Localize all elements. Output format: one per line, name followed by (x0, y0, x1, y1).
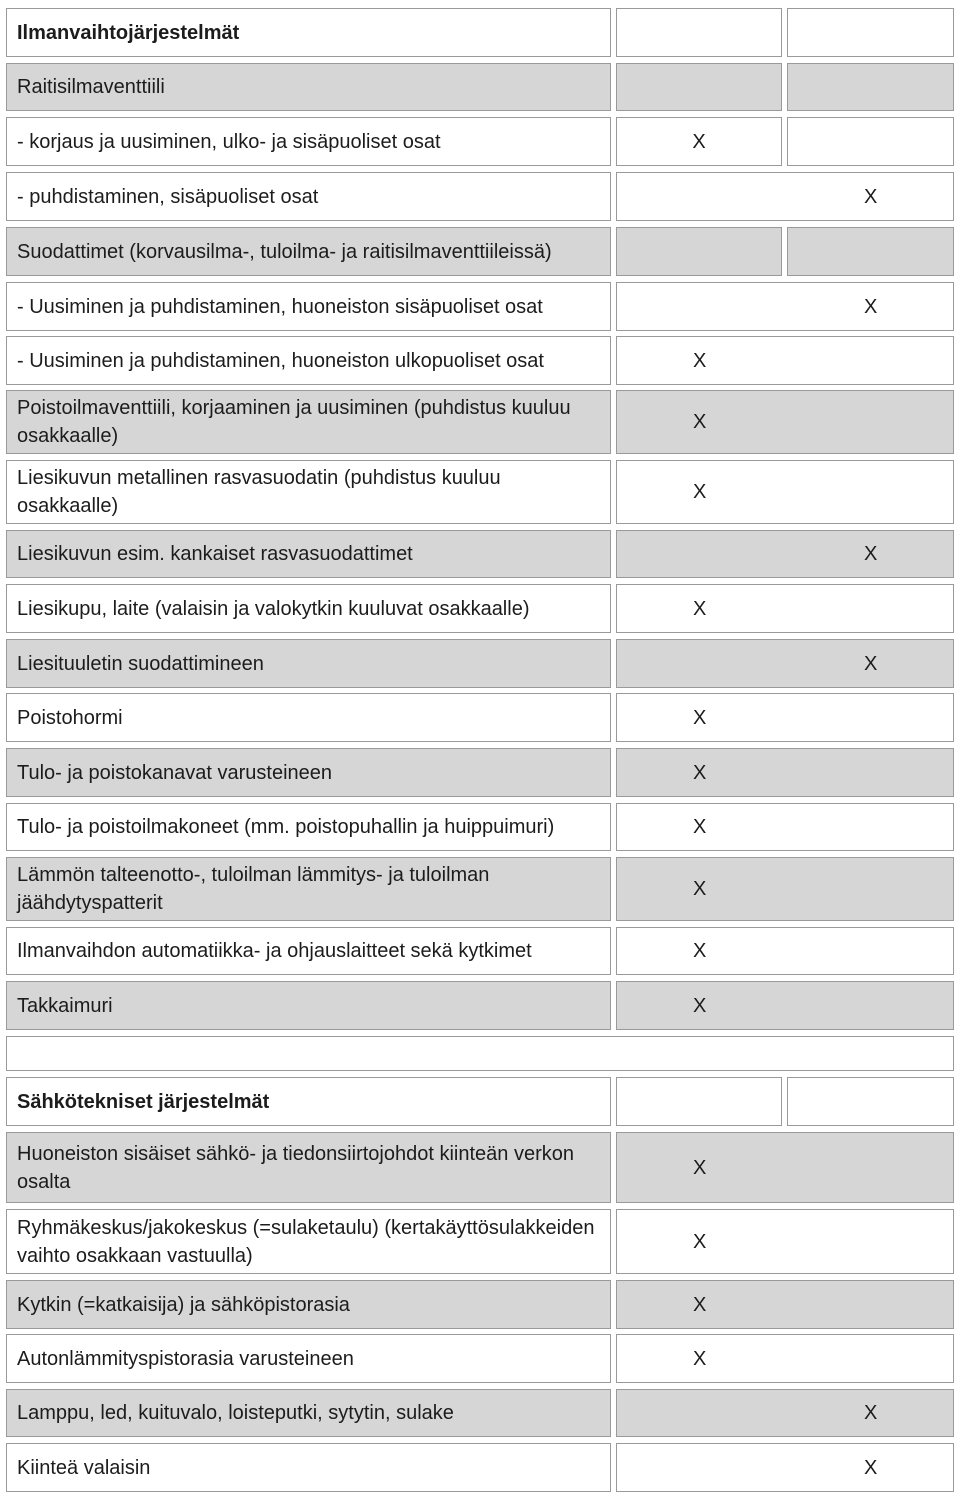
mark-cell-merged (616, 981, 954, 1030)
responsibility-mark-shareholder: X (864, 1456, 878, 1479)
row-label-text: Tulo- ja poistokanavat varusteineen (17, 761, 332, 784)
row-label (6, 460, 611, 524)
mark-cell-merged (616, 460, 954, 524)
responsibility-mark-company: X (693, 816, 707, 838)
row-label-text: Ilmanvaihdon automatiikka- ja ohjauslaitteet sekä kytkimet (17, 940, 532, 962)
mark-cell-merged (616, 693, 954, 742)
row-label (6, 336, 611, 385)
section-title: Sähkötekniset järjestelmät (17, 1090, 270, 1113)
mark-cell-merged (616, 390, 954, 454)
section-header (6, 8, 611, 57)
row-label (6, 857, 611, 921)
responsibility-mark-company: X (693, 411, 707, 433)
responsibility-mark-company: X (693, 1347, 707, 1370)
row-label-text: - Uusiminen ja puhdistaminen, huoneiston ulkopuoliset osat (17, 349, 544, 372)
mark-cell-merged (616, 172, 954, 221)
mark-cell-c2 (787, 63, 954, 111)
row-label (6, 748, 611, 797)
responsibility-mark-company: X (693, 1230, 707, 1253)
row-label (6, 927, 611, 975)
mark-cell-merged (616, 530, 954, 578)
responsibility-mark-company: X (693, 878, 707, 900)
section-title: Ilmanvaihtojärjestelmät (17, 21, 240, 44)
mark-cell-merged (616, 857, 954, 921)
row-label (6, 117, 611, 166)
mark-cell-merged (616, 927, 954, 975)
responsibility-mark-company: X (693, 481, 707, 503)
row-label-text: - korjaus ja uusiminen, ulko- ja sisäpuoliset osat (17, 130, 441, 153)
mark-cell-c2 (787, 117, 954, 166)
row-label-text: Lamppu, led, kuituvalo, loisteputki, sytytin, sulake (17, 1402, 454, 1424)
responsibility-mark-shareholder: X (864, 1402, 878, 1424)
row-label (6, 1389, 611, 1437)
row-label (6, 172, 611, 221)
spacer-row (6, 1036, 954, 1071)
row-label-text: Liesikupu, laite (valaisin ja valokytkin kuuluvat osakkaalle) (17, 597, 530, 620)
row-label (6, 803, 611, 851)
responsibility-mark-company: X (693, 940, 707, 962)
mark-cell-c2 (787, 8, 954, 57)
responsibility-mark-company: X (693, 349, 707, 372)
row-label-text: Huoneiston sisäiset sähkö- ja tiedonsiirtojohdot kiinteän verkon osalta (17, 1142, 574, 1193)
row-label (6, 282, 611, 331)
mark-cell-merged (616, 748, 954, 797)
row-label (6, 1209, 611, 1274)
row-label-text: - Uusiminen ja puhdistaminen, huoneiston sisäpuoliset osat (17, 295, 543, 318)
mark-cell-merged (616, 639, 954, 688)
row-label-text: Liesituuletin suodattimineen (17, 652, 264, 675)
row-label (6, 1280, 611, 1329)
row-label-text: Ryhmäkeskus/jakokeskus (=sulaketaulu) (kertakäyttösulakkeiden vaihto osakkaan vastuulla) (17, 1216, 595, 1267)
mark-cell-c2 (787, 227, 954, 276)
responsibility-mark-company: X (693, 1293, 707, 1316)
mark-cell-merged (616, 1209, 954, 1274)
row-label-text: Poistoilmaventtiili, korjaaminen ja uusiminen (puhdistus kuuluu osakkaalle) (17, 397, 571, 447)
row-label-text: - puhdistaminen, sisäpuoliset osat (17, 185, 319, 208)
row-label (6, 693, 611, 742)
row-label (6, 1132, 611, 1203)
responsibility-mark-company: X (693, 706, 707, 729)
row-label-text: Suodattimet (korvausilma-, tuloilma- ja raitisilmaventtiileissä) (17, 240, 552, 263)
row-label-text: Lämmön talteenotto-, tuloilman lämmitys- ja tuloilman jäähdytyspatterit (17, 864, 490, 914)
mark-cell-merged (616, 1389, 954, 1437)
responsibility-mark-company: X (693, 1156, 707, 1179)
row-label-text: Liesikuvun metallinen rasvasuodatin (puhdistus kuuluu osakkaalle) (17, 467, 501, 517)
row-label-text: Kytkin (=katkaisija) ja sähköpistorasia (17, 1293, 350, 1316)
mark-cell-merged (616, 1334, 954, 1383)
row-label (6, 584, 611, 633)
row-label (6, 981, 611, 1030)
mark-cell-c2 (787, 1077, 954, 1126)
row-label-text: Autonlämmityspistorasia varusteineen (17, 1347, 354, 1370)
row-label (6, 390, 611, 454)
row-label (6, 227, 611, 276)
mark-cell-merged (616, 1132, 954, 1203)
row-label (6, 63, 611, 111)
mark-cell-c1 (616, 1077, 782, 1126)
responsibility-mark-shareholder: X (864, 295, 878, 318)
mark-cell-c1 (616, 227, 782, 276)
mark-cell-merged (616, 584, 954, 633)
responsibility-mark-company: X (693, 994, 707, 1017)
row-label (6, 1334, 611, 1383)
responsibility-mark-shareholder: X (864, 652, 878, 675)
mark-cell-merged (616, 1280, 954, 1329)
responsibility-mark-shareholder: X (864, 185, 878, 208)
row-label (6, 639, 611, 688)
row-label-text: Takkaimuri (17, 994, 113, 1017)
mark-cell-merged (616, 336, 954, 385)
row-label-text: Raitisilmaventtiili (17, 76, 165, 98)
row-label-text: Kiinteä valaisin (17, 1456, 151, 1479)
mark-cell-c1 (616, 63, 782, 111)
responsibility-mark: X (692, 130, 706, 153)
row-label-text: Poistohormi (17, 706, 123, 729)
responsibility-mark-company: X (693, 597, 707, 620)
section-header (6, 1077, 611, 1126)
mark-cell-merged (616, 803, 954, 851)
responsibility-mark-company: X (693, 761, 707, 784)
responsibility-mark-shareholder: X (864, 543, 878, 565)
mark-cell-merged (616, 1443, 954, 1492)
row-label (6, 1443, 611, 1492)
mark-cell-merged (616, 282, 954, 331)
mark-cell-c1 (616, 8, 782, 57)
mark-cell-c1 (616, 117, 782, 166)
row-label-text: Tulo- ja poistoilmakoneet (mm. poistopuhallin ja huippuimuri) (17, 816, 555, 838)
row-label-text: Liesikuvun esim. kankaiset rasvasuodattimet (17, 543, 413, 565)
row-label (6, 530, 611, 578)
